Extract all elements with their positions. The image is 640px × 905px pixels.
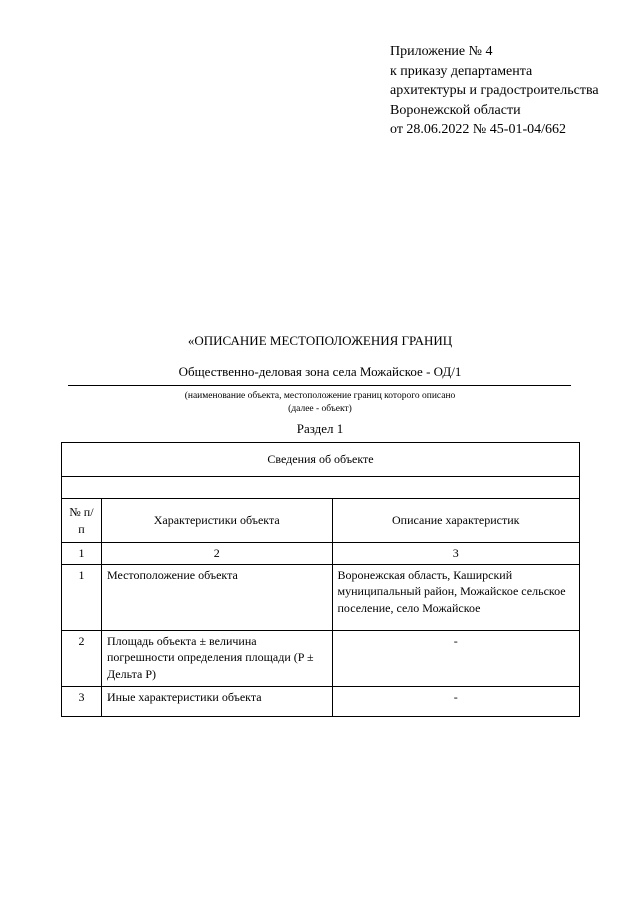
table-row	[62, 686, 580, 716]
table-caption: Сведения об объекте	[62, 443, 580, 477]
row-num: 2	[62, 630, 102, 686]
row-description: Воронежская область, Каширский муниципальный район, Можайское сельское поселение, село Можайское	[332, 564, 580, 630]
appendix-line: к приказу департамента	[390, 63, 533, 79]
object-name: Общественно-деловая зона села Можайское - ОД/1	[178, 364, 462, 379]
row-characteristic: Иные характеристики объекта	[101, 686, 332, 716]
row-description: -	[332, 630, 580, 686]
table-empty-row	[62, 477, 580, 499]
col-number: 3	[332, 543, 580, 565]
document-title: «ОПИСАНИЕ МЕСТОПОЛОЖЕНИЯ ГРАНИЦ	[187, 333, 453, 348]
appendix-line: Воронежской области	[390, 102, 521, 118]
appendix-line: Приложение № 4	[390, 44, 493, 59]
col-number: 1	[62, 543, 102, 565]
row-num: 3	[62, 686, 102, 716]
object-name-caption	[0, 390, 640, 416]
row-characteristic: Площадь объекта ± величина погрешности определения площади (P ± Дельта P)	[101, 630, 332, 686]
header-characteristic: Характеристики объекта	[101, 499, 332, 543]
appendix-line: архитектуры и градостроительства	[390, 83, 599, 98]
caption-line: (далее - объект)	[288, 404, 352, 414]
object-info-table	[61, 442, 580, 717]
table-row	[62, 564, 580, 630]
col-number: 2	[101, 543, 332, 565]
row-characteristic: Местоположение объекта	[101, 564, 332, 630]
appendix-line: от 28.06.2022 № 45-01-04/662	[390, 122, 567, 137]
table-row	[62, 630, 580, 686]
section-title: Раздел 1	[296, 421, 344, 436]
row-description: -	[332, 686, 580, 716]
row-num: 1	[62, 564, 102, 630]
header-description: Описание характеристик	[332, 499, 580, 543]
caption-line: (наименование объекта, местоположение границ которого описано	[184, 391, 456, 401]
appendix-header	[390, 42, 599, 140]
header-num: № п/п	[62, 499, 102, 543]
object-name-underline	[68, 385, 571, 386]
